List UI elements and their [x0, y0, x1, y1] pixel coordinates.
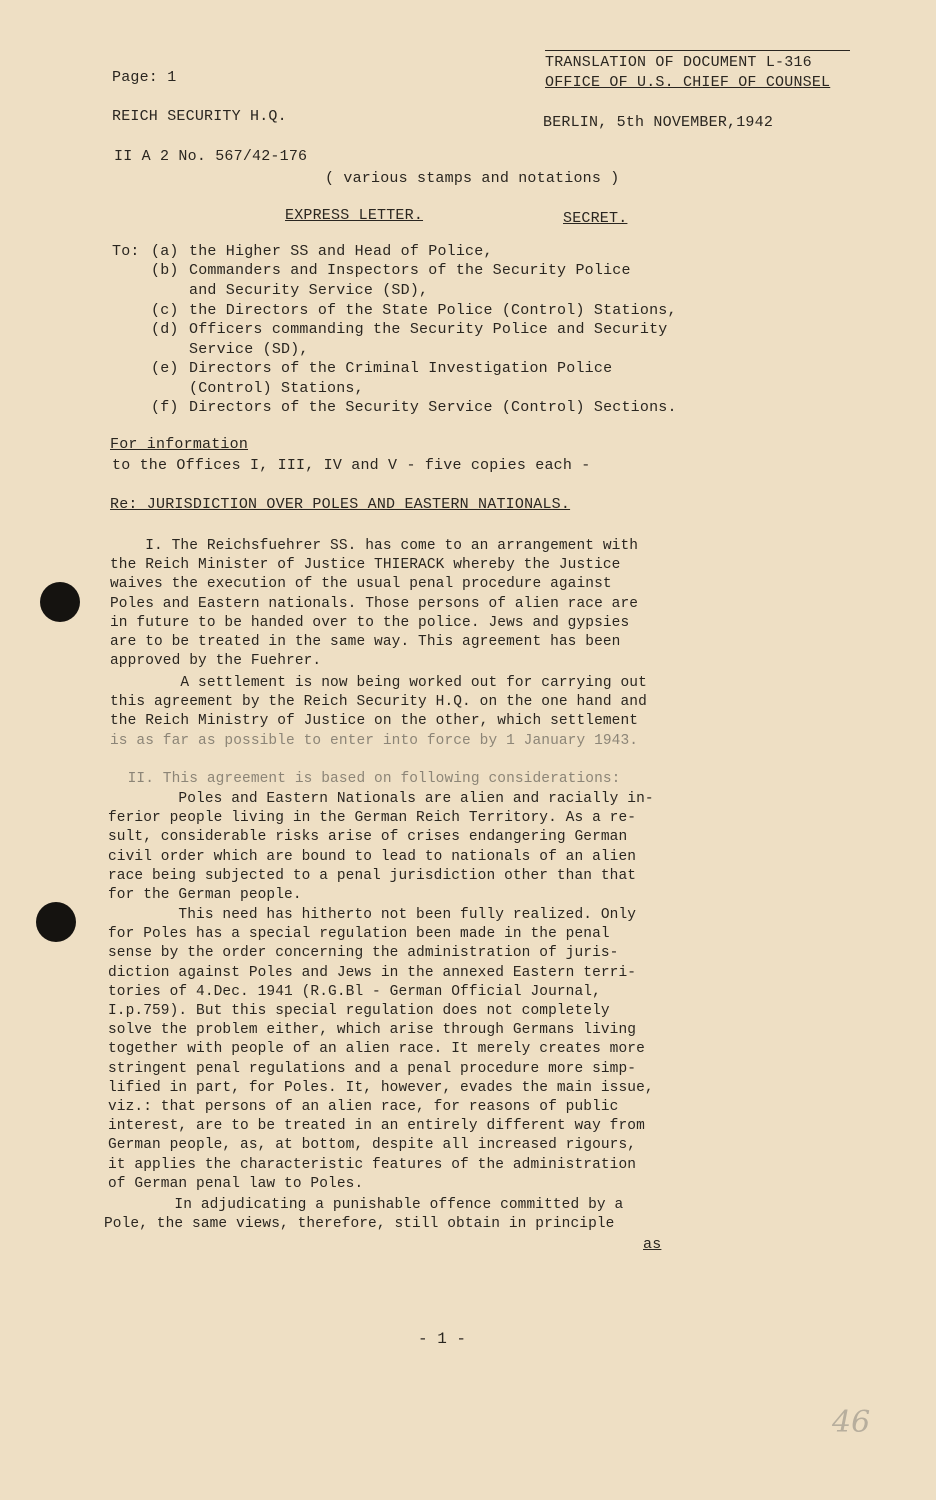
text-line: Poles and Eastern Nationals are alien and racially in- [108, 791, 654, 807]
info-heading: For information [110, 436, 249, 453]
express-letter: EXPRESS LETTER. [285, 207, 424, 224]
recipient-line: Officers commanding the Security Police and Security [189, 321, 668, 338]
recipient-mark: (c) [151, 302, 179, 319]
recipient-line: Directors of the Security Service (Control) Sections. [189, 399, 677, 416]
organization: REICH SECURITY H.Q. [112, 108, 287, 125]
translation-line: TRANSLATION OF DOCUMENT L-316 [545, 54, 812, 71]
text-line: I.p.759). But this special regulation does not completely [108, 1003, 610, 1020]
text-line: the Reich Ministry of Justice on the other, which settlement [110, 713, 639, 730]
page-label: Page: 1 [112, 69, 177, 86]
recipient-line: the Directors of the State Police (Control) Stations, [189, 302, 677, 319]
place-date: BERLIN, 5th NOVEMBER,1942 [543, 114, 774, 131]
recipient-mark: (d) [151, 321, 179, 338]
handwritten-folio-number: 46 [832, 1405, 871, 1440]
recipient-line: (Control) Stations, [189, 380, 364, 397]
paragraph [110, 674, 647, 751]
text-line: of German penal law to Poles. [108, 1175, 364, 1192]
text-line: is as far as possible to enter into force by 1 January 1943. [110, 732, 639, 749]
recipient-line: Commanders and Inspectors of the Security Police [189, 262, 631, 279]
text-line: viz.: that persons of an alien race, for reasons of public [108, 1099, 619, 1116]
text-line: waives the execution of the usual penal procedure against [110, 576, 612, 593]
text-line: approved by the Fuehrer. [110, 653, 322, 670]
recipient-line: Directors of the Criminal Investigation Police [189, 360, 613, 377]
subject-line: Re: JURISDICTION OVER POLES AND EASTERN NATIONALS. [110, 496, 571, 513]
paragraph [110, 537, 638, 671]
text-line: sult, considerable risks arise of crises endangering German [108, 829, 628, 846]
paragraph [108, 906, 654, 1194]
text-line: civil order which are bound to lead to nationals of an alien [108, 848, 637, 865]
reference-number: II A 2 No. 567/42-176 [114, 148, 308, 165]
text-line: this agreement by the Reich Security H.Q. on the one hand and [110, 694, 647, 711]
punch-hole-lower [36, 902, 76, 942]
text-line: In adjudicating a punishable offence committed by a [104, 1197, 624, 1213]
text-line: sense by the order concerning the administration of juris- [108, 945, 619, 962]
to-label: To: [112, 243, 140, 260]
text-line: solve the problem either, which arise through Germans living [108, 1022, 637, 1039]
recipient-mark: (f) [151, 399, 179, 416]
recipient-line: the Higher SS and Head of Police, [189, 243, 493, 260]
text-line: I. The Reichsfuehrer SS. has come to an arrangement with [110, 538, 639, 554]
punch-hole-upper [40, 582, 80, 622]
header-rule [545, 50, 850, 51]
text-line: together with people of an alien race. It merely creates more [108, 1041, 645, 1058]
catchword: as [643, 1236, 662, 1253]
text-line: Pole, the same views, therefore, still obtain in principle [104, 1216, 615, 1233]
text-line: race being subjected to a penal jurisdiction other than that [108, 867, 637, 884]
info-line: to the Offices I, III, IV and V - five copies each - [112, 457, 591, 474]
text-line: lified in part, for Poles. It, however, evades the main issue, [108, 1079, 654, 1096]
text-line: in future to be handed over to the police. Jews and gypsies [110, 614, 630, 631]
page-number: - 1 - [418, 1330, 467, 1348]
text-line: are to be treated in the same way. This agreement has been [110, 634, 621, 651]
text-line: Poles and Eastern nationals. Those persons of alien race are [110, 595, 639, 612]
text-line: stringent penal regulations and a penal procedure more simp- [108, 1060, 637, 1077]
text-line: German people, as, at bottom, despite all increased rigours, [108, 1137, 637, 1154]
text-line: A settlement is now being worked out for carrying out [110, 675, 647, 691]
paragraph [104, 1196, 623, 1234]
paragraph [110, 770, 620, 789]
text-line: interest, are to be treated in an entirely different way from [108, 1118, 645, 1135]
text-line: for Poles has a special regulation been made in the penal [108, 926, 610, 943]
recipient-mark: (a) [151, 243, 179, 260]
stamps-note: ( various stamps and notations ) [325, 170, 620, 187]
office-line: OFFICE OF U.S. CHIEF OF COUNSEL [545, 74, 831, 91]
text-line: This need has hitherto not been fully realized. Only [108, 907, 637, 923]
paragraph [108, 790, 654, 905]
text-line: ferior people living in the German Reich Territory. As a re- [108, 810, 637, 827]
text-line: II. This agreement is based on following considerations: [110, 771, 621, 787]
text-line: diction against Poles and Jews in the annexed Eastern terri- [108, 964, 637, 981]
text-line: the Reich Minister of Justice THIERACK whereby the Justice [110, 557, 621, 574]
text-line: for the German people. [108, 887, 302, 904]
recipient-line: Service (SD), [189, 341, 309, 358]
recipient-mark: (e) [151, 360, 179, 377]
text-line: tories of 4.Dec. 1941 (R.G.Bl - German Official Journal, [108, 983, 601, 1000]
recipient-mark: (b) [151, 262, 179, 279]
secret-label: SECRET. [563, 210, 628, 227]
recipient-line: and Security Service (SD), [189, 282, 429, 299]
text-line: it applies the characteristic features of the administration [108, 1156, 637, 1173]
